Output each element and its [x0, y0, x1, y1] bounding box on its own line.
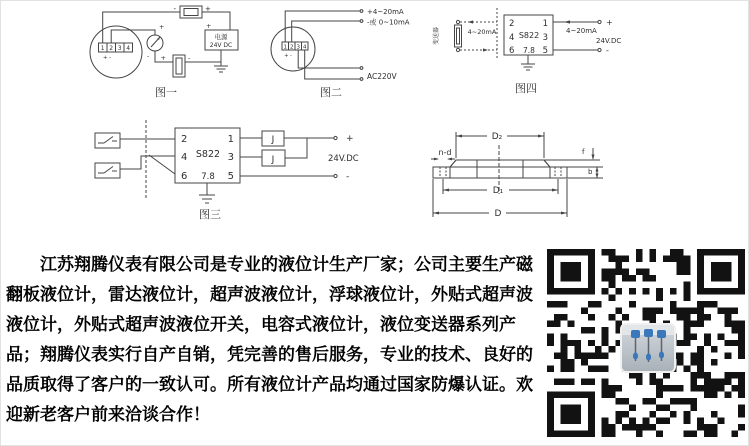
- level-gauge-icon: [271, 27, 315, 71]
- svg-text:5: 5: [542, 46, 548, 56]
- intro-line: 迎新老客户前来洽谈合作！: [6, 405, 210, 424]
- svg-text:2: 2: [109, 45, 114, 52]
- figure-2-wiring-diagram: [258, 2, 433, 102]
- svg-text:7.8: 7.8: [523, 46, 535, 55]
- transmitter-label: 变送器: [433, 26, 440, 46]
- svg-text:+: +: [159, 23, 165, 31]
- svg-text:3: 3: [117, 45, 122, 52]
- svg-text:-: -: [188, 54, 191, 62]
- dimension-d1: [443, 179, 558, 196]
- svg-text:J: J: [271, 155, 275, 165]
- svg-text:1: 1: [283, 44, 287, 51]
- dimension-d: [433, 179, 567, 219]
- alarm-switch-icon: [95, 163, 120, 178]
- intro-line: 液位计，外贴式超声波液位开关，电容式液位计，液位变送器系列产: [6, 315, 516, 334]
- svg-text:+ -: + -: [102, 55, 112, 61]
- svg-text:2: 2: [289, 44, 294, 51]
- svg-text:1: 1: [542, 19, 548, 29]
- svg-text:-: -: [346, 172, 350, 182]
- svg-text:D₂: D₂: [491, 132, 503, 142]
- svg-text:J: J: [271, 135, 275, 145]
- svg-text:+: +: [205, 5, 211, 13]
- svg-text:2: 2: [509, 19, 515, 29]
- svg-text:-: -: [173, 5, 176, 13]
- s822-module-box: [175, 128, 240, 183]
- svg-text:7.8: 7.8: [201, 172, 215, 182]
- svg-text:3: 3: [542, 33, 548, 43]
- ground-icon: [214, 50, 228, 72]
- dc-supply-label: 24V.DC: [328, 154, 359, 164]
- figure-1-caption: 图一: [155, 86, 177, 99]
- svg-text:4: 4: [181, 152, 188, 163]
- svg-text:+: +: [346, 134, 354, 144]
- svg-text:1: 1: [100, 45, 105, 52]
- svg-text:b: b: [588, 168, 593, 176]
- power-supply-box: [205, 30, 238, 50]
- dc-supply-label: 24V.DC: [596, 37, 622, 45]
- intro-line: 翻板液位计，雷达液位计，超声波液位计，浮球液位计，外贴式超声波: [6, 285, 533, 304]
- transmitter-icon: [455, 20, 462, 51]
- dimension-d2: [456, 132, 544, 158]
- svg-text:4: 4: [126, 45, 131, 52]
- ground-icon: [521, 55, 535, 70]
- dimension-f: [544, 148, 600, 160]
- figure-4-caption: 图四: [515, 82, 537, 95]
- chip-label: S822: [518, 31, 540, 40]
- svg-text:电源: 电源: [214, 33, 228, 41]
- level-switch-photo-icon: [622, 325, 674, 371]
- recorder-icon: [180, 6, 202, 18]
- intro-line: 品；翔腾仪表实行自产自销，凭完善的售后服务，专业的技术、良好的: [6, 345, 533, 364]
- s822-module-box: [504, 15, 553, 56]
- figure-1-wiring-diagram: [80, 2, 245, 102]
- alarm-switch-icon: [95, 133, 120, 148]
- figure-3-caption: 图三: [199, 208, 221, 221]
- figure-4-wiring-diagram: [428, 2, 646, 98]
- svg-text:+: +: [160, 54, 166, 62]
- svg-text:2: 2: [181, 134, 188, 145]
- flange-dimension-drawing: [425, 112, 645, 237]
- svg-text:n-d: n-d: [438, 148, 452, 157]
- svg-text:D: D: [494, 209, 502, 219]
- ground-icon: [199, 183, 215, 203]
- svg-text:f: f: [582, 148, 585, 156]
- svg-text:-: -: [606, 46, 609, 55]
- svg-text:24V DC: 24V DC: [209, 42, 233, 49]
- figure-3-wiring-diagram: [85, 115, 375, 230]
- loop-current-label: 4~20mA: [467, 28, 497, 36]
- svg-text:+: +: [206, 22, 212, 30]
- svg-text:5: 5: [227, 171, 234, 182]
- svg-text:D₁: D₁: [492, 186, 504, 196]
- output-current-label: 4~20mA: [566, 27, 597, 35]
- wechat-qr-code: [547, 249, 745, 437]
- company-intro-paragraph: [6, 250, 546, 430]
- relay-box: [262, 150, 285, 166]
- level-gauge-icon: [90, 26, 142, 78]
- svg-text:4: 4: [509, 33, 515, 43]
- chip-label: S822: [195, 149, 221, 160]
- figure-2-caption: 图二: [320, 86, 342, 99]
- svg-text:4: 4: [302, 44, 307, 51]
- dimension-nd: [431, 148, 455, 160]
- svg-text:-: -: [147, 52, 150, 60]
- svg-text:3: 3: [296, 44, 300, 51]
- ammeter-icon: [147, 35, 163, 51]
- ac-supply-label: AC220V: [367, 72, 397, 81]
- intro-line: 江苏翔腾仪表有限公司是专业的液位计生产厂家；公司主要生产磁: [6, 255, 533, 274]
- relay-box: [262, 131, 284, 146]
- svg-text:1: 1: [227, 134, 234, 145]
- svg-text:3: 3: [227, 152, 234, 163]
- svg-text:+ -: + -: [284, 53, 292, 59]
- intro-line: 品质取得了客户的一致认可。所有液位计产品均通过国家防爆认证。欢: [6, 375, 533, 394]
- dimension-b: [567, 167, 603, 178]
- safety-barrier-icon: [173, 55, 185, 77]
- qr-center-photo: [620, 323, 676, 373]
- svg-text:+: +: [606, 18, 613, 27]
- svg-text:6: 6: [181, 171, 188, 182]
- svg-text:6: 6: [509, 46, 515, 56]
- output-current-label: +4~20mA: [367, 8, 404, 16]
- output-alt-label: -或 0~10mA: [367, 18, 410, 27]
